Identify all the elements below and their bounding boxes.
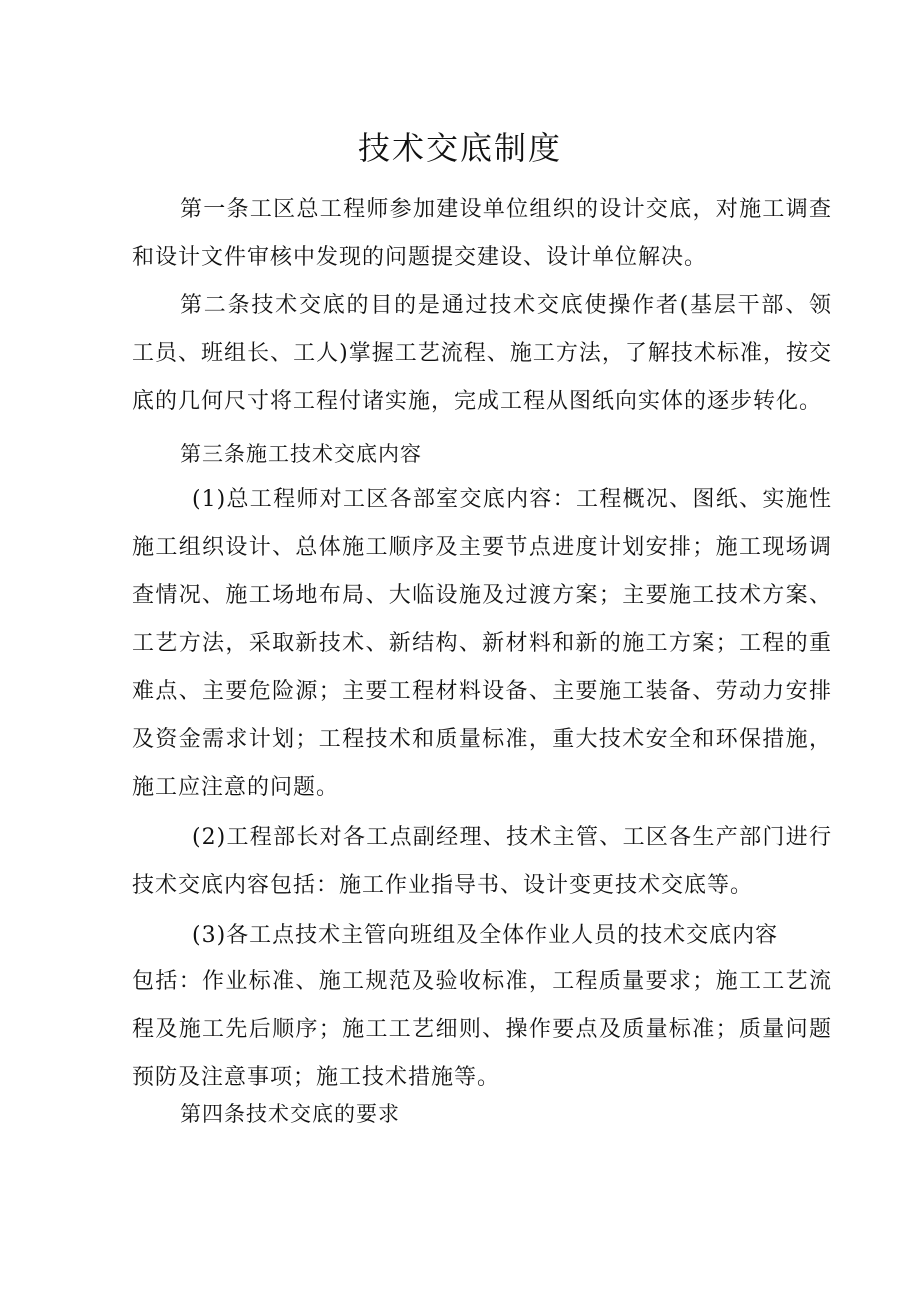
item-2-paragraph: (2)工程部长对各工点副经理、技术主管、工区各生产部门进行技术交底内容包括：施工作业指导书、设计变更技术交底等。 [132,825,832,898]
item-3-first-line: (3)各工点技术主管向班组及全体作业人员的技术交底内容 [192,923,779,948]
article-1-paragraph: 第一条工区总工程师参加建设单位组织的设计交底，对施工调查和设计文件审核中发现的问题提交建设、设计单位解决。 [132,197,832,270]
article-2-paragraph: 第二条技术交底的目的是通过技术交底使操作者(基层干部、领工员、班组长、工人)掌握工艺流程、施工方法，了解技术标准，按交底的几何尺寸将工程付诸实施，完成工程从图纸向实体的逐步转化。 [132,293,832,414]
item-3-paragraph: 包括：作业标准、施工规范及验收标准，工程质量要求；施工工艺流程及施工先后顺序；施工工艺细则、操作要点及质量标准；质量问题预防及注意事项；施工技术措施等。 [132,969,832,1090]
item-1-paragraph: (1)总工程师对工区各部室交底内容：工程概况、图纸、实施性施工组织设计、总体施工顺序及主要节点进度计划安排；施工现场调查情况、施工场地布局、大临设施及过渡方案；主要施工技术方案、工艺方法，采取新技术、新结构、新材料和新的施工方案；工程的重难点、主要危险源；主要工程材料设备、主要施工装备、劳动力安排及资金需求计划；工程技术和质量标准，重大技术安全和环保措施，施工应注意的问题。 [132,487,832,800]
article-4-heading: 第四条技术交底的要求 [180,1102,400,1126]
document-title: 技术交底制度 [357,129,562,167]
article-3-heading: 第三条施工技术交底内容 [180,442,422,466]
